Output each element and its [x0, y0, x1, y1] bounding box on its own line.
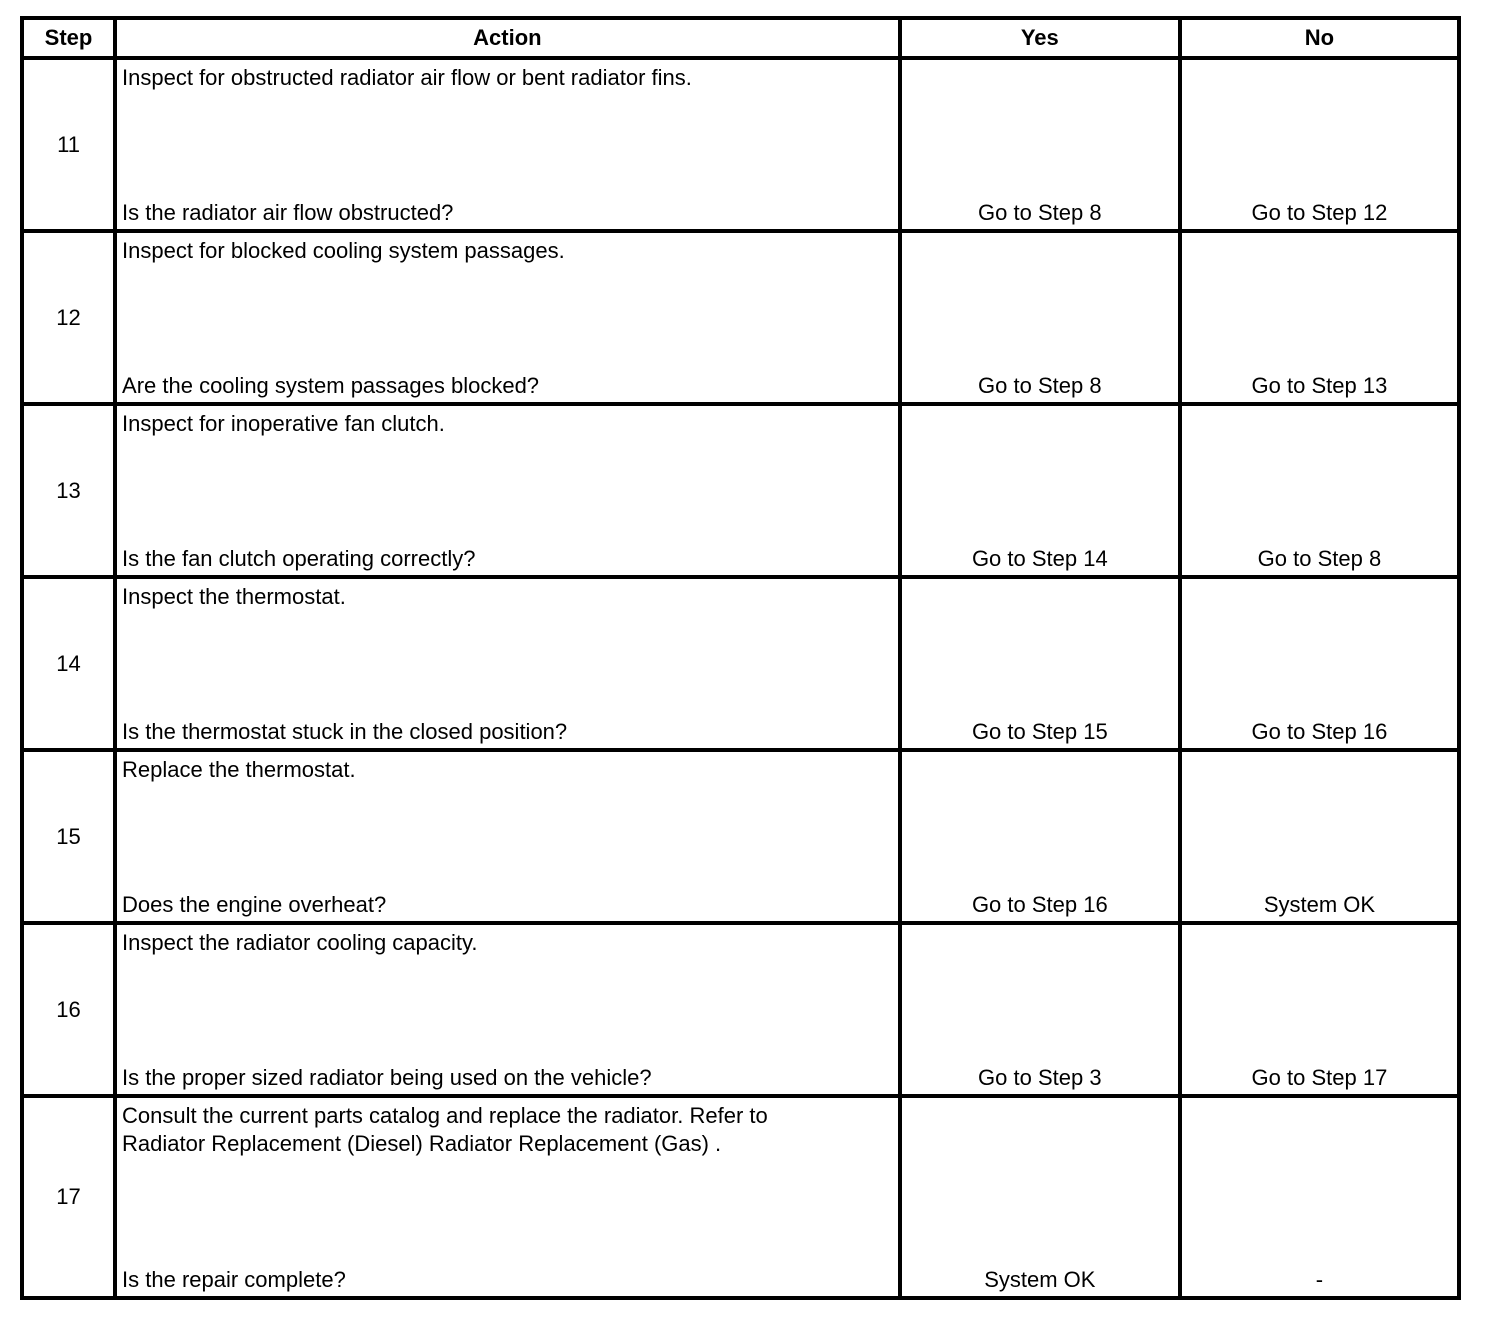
yes-result: Go to Step 15	[971, 719, 1108, 744]
action-cell	[115, 1096, 900, 1298]
header-action: Action	[115, 18, 900, 58]
diagnostic-table	[20, 16, 1461, 1300]
action-question: Is the thermostat stuck in the closed position?	[122, 719, 568, 744]
action-cell	[115, 58, 900, 231]
action-instruction: Replace the thermostat.	[122, 757, 356, 782]
table-row	[22, 577, 1459, 750]
action-cell	[115, 577, 900, 750]
action-instruction: Consult the current parts catalog and replace the radiator. Refer to Radiator Replacement (Diesel) Radiator Replacement (Gas) .	[122, 1103, 768, 1156]
no-cell	[1180, 58, 1459, 231]
yes-cell	[900, 231, 1180, 404]
action-question: Are the cooling system passages blocked?	[122, 373, 540, 398]
step-number: 12	[22, 231, 115, 404]
no-cell	[1180, 923, 1459, 1096]
action-question: Is the repair complete?	[122, 1267, 346, 1292]
action-instruction: Inspect for obstructed radiator air flow or bent radiator fins.	[122, 65, 692, 90]
header-step: Step	[22, 18, 115, 58]
table-row	[22, 404, 1459, 577]
yes-result: Go to Step 16	[971, 892, 1108, 917]
no-result: System OK	[1263, 892, 1376, 917]
header-no: No	[1180, 18, 1459, 58]
no-cell	[1180, 577, 1459, 750]
action-question: Is the fan clutch operating correctly?	[122, 546, 476, 571]
step-number: 16	[22, 923, 115, 1096]
action-question: Does the engine overheat?	[122, 892, 387, 917]
yes-cell	[900, 923, 1180, 1096]
step-number: 17	[22, 1096, 115, 1298]
no-result: -	[1315, 1267, 1324, 1292]
yes-result: System OK	[984, 1267, 1096, 1292]
yes-result: Go to Step 3	[978, 1065, 1102, 1090]
no-result: Go to Step 13	[1251, 373, 1388, 398]
no-cell	[1180, 231, 1459, 404]
no-result: Go to Step 12	[1251, 200, 1388, 225]
table-row	[22, 1096, 1459, 1298]
action-instruction: Inspect the thermostat.	[122, 584, 346, 609]
no-result: Go to Step 8	[1257, 546, 1382, 571]
yes-cell	[900, 404, 1180, 577]
header-row	[22, 18, 1459, 58]
yes-cell	[900, 577, 1180, 750]
step-number: 11	[22, 58, 115, 231]
table-row	[22, 750, 1459, 923]
table-body	[22, 58, 1459, 1298]
action-cell	[115, 231, 900, 404]
no-result: Go to Step 17	[1251, 1065, 1388, 1090]
action-question: Is the proper sized radiator being used on the vehicle?	[122, 1065, 652, 1090]
header-yes: Yes	[900, 18, 1180, 58]
no-cell	[1180, 1096, 1459, 1298]
table-row	[22, 923, 1459, 1096]
no-cell	[1180, 404, 1459, 577]
action-cell	[115, 923, 900, 1096]
action-cell	[115, 404, 900, 577]
yes-result: Go to Step 8	[978, 200, 1102, 225]
table-row	[22, 58, 1459, 231]
no-cell	[1180, 750, 1459, 923]
yes-result: Go to Step 8	[978, 373, 1102, 398]
step-number: 15	[22, 750, 115, 923]
action-question: Is the radiator air flow obstructed?	[122, 200, 454, 225]
table-row	[22, 231, 1459, 404]
action-instruction: Inspect the radiator cooling capacity.	[122, 930, 478, 955]
no-result: Go to Step 16	[1251, 719, 1388, 744]
yes-result: Go to Step 14	[971, 546, 1108, 571]
step-number: 13	[22, 404, 115, 577]
yes-cell	[900, 58, 1180, 231]
step-number: 14	[22, 577, 115, 750]
action-instruction: Inspect for inoperative fan clutch.	[122, 411, 445, 436]
table-header	[22, 18, 1459, 58]
yes-cell	[900, 1096, 1180, 1298]
yes-cell	[900, 750, 1180, 923]
action-instruction: Inspect for blocked cooling system passages.	[122, 238, 565, 263]
action-cell	[115, 750, 900, 923]
